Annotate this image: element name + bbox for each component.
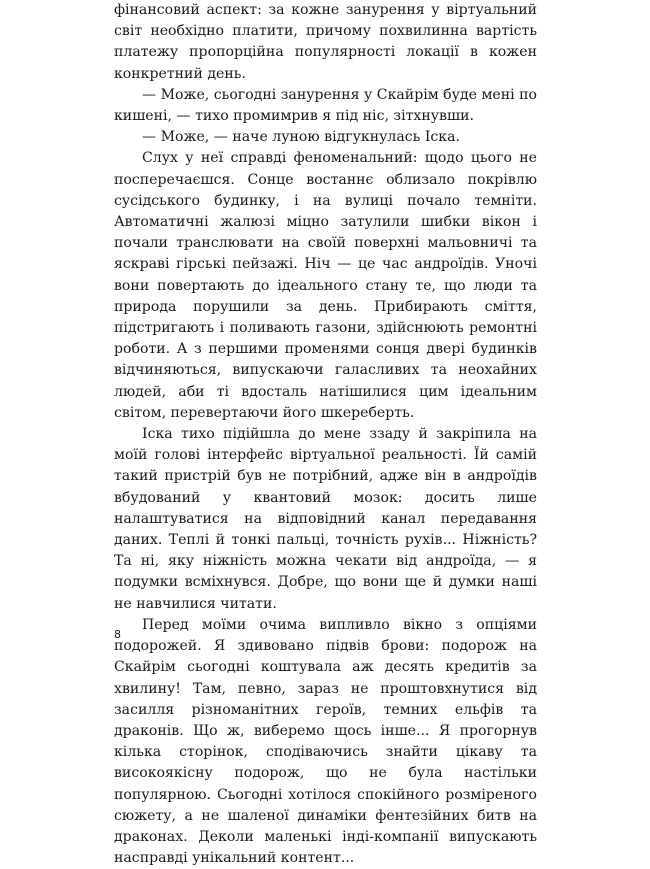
paragraph-2: — Може, сьогодні занурення у Скайрім буде мені по кишені, — тихо промимрив я під ніс, зітхнувши. xyxy=(114,86,538,125)
paragraph-6: Перед моїми очима випливло вікно з опціями подорожей. Я здивовано підвів брови: подорож на Скайрім сьогодні коштувала аж десять кредитів за хвилину! Там, певно, зараз не проштовхнутися від засилля різноманітних героїв, темних ельфів та драконів. Що ж, виберемо щось інше... Я прогорнув кілька сторінок, сподіваючись знайти цікаву та високоякісну подорож, що не була настільки популярною. Сьогодні хотілося спокійного розміреного сюжету, а не шаленої динаміки фентезійних битв на драконах. Деколи маленькі інді-компанії випускають насправді унікальний контент... xyxy=(114,616,537,867)
text-column xyxy=(114,0,537,869)
paragraph-3: — Може, — наче луною відгукнулась Іска. xyxy=(142,129,460,146)
page-number: 8 xyxy=(114,628,121,641)
paragraph-1: фінансовий аспект: за кожне занурення у віртуальний світ необхідно платити, причому похвилинна вартість платежу пропорційна популярності локації в кожен конкретний день. xyxy=(114,2,537,82)
paragraph-4: Слух у неї справді феноменальний: щодо цього не посперечаєшся. Сонце востаннє облизало покрівлю сусідського будинку, і на вулиці почало темніти. Автоматичні жалюзі міцно затулили шибки вікон і почали транслювати на своїй поверхні мальовничі та яскраві гірські пейзажі. Ніч — це час андроїдів. Уночі вони повертають до ідеального стану те, що люди та природа порушили за день. Прибирають сміття, підстригають і поливають газони, здійснюють ремонтні роботи. А з першими променями сонця двері будинків відчиняються, випускаючи галасливих та неохайних людей, аби ті вдосталь натішилися цим ідеальним світом, перевертаючи його шкереберть. xyxy=(114,150,537,421)
paragraph-5: Іска тихо підійшла до мене ззаду й закріпила на моїй голові інтерфейс віртуальної реальності. Їй самій такий пристрій був не потрібний, адже він в андроїдів вбудований у квантовий мозок: досить лише налаштуватися на відповідний канал передавання даних. Теплі й тонкі пальці, точність рухів... Ніжність? Та ні, яку ніжність можна чекати від андроїда, — я подумки всміхнувся. Добре, що вони ще й думки наші не навчилися читати. xyxy=(114,426,537,612)
